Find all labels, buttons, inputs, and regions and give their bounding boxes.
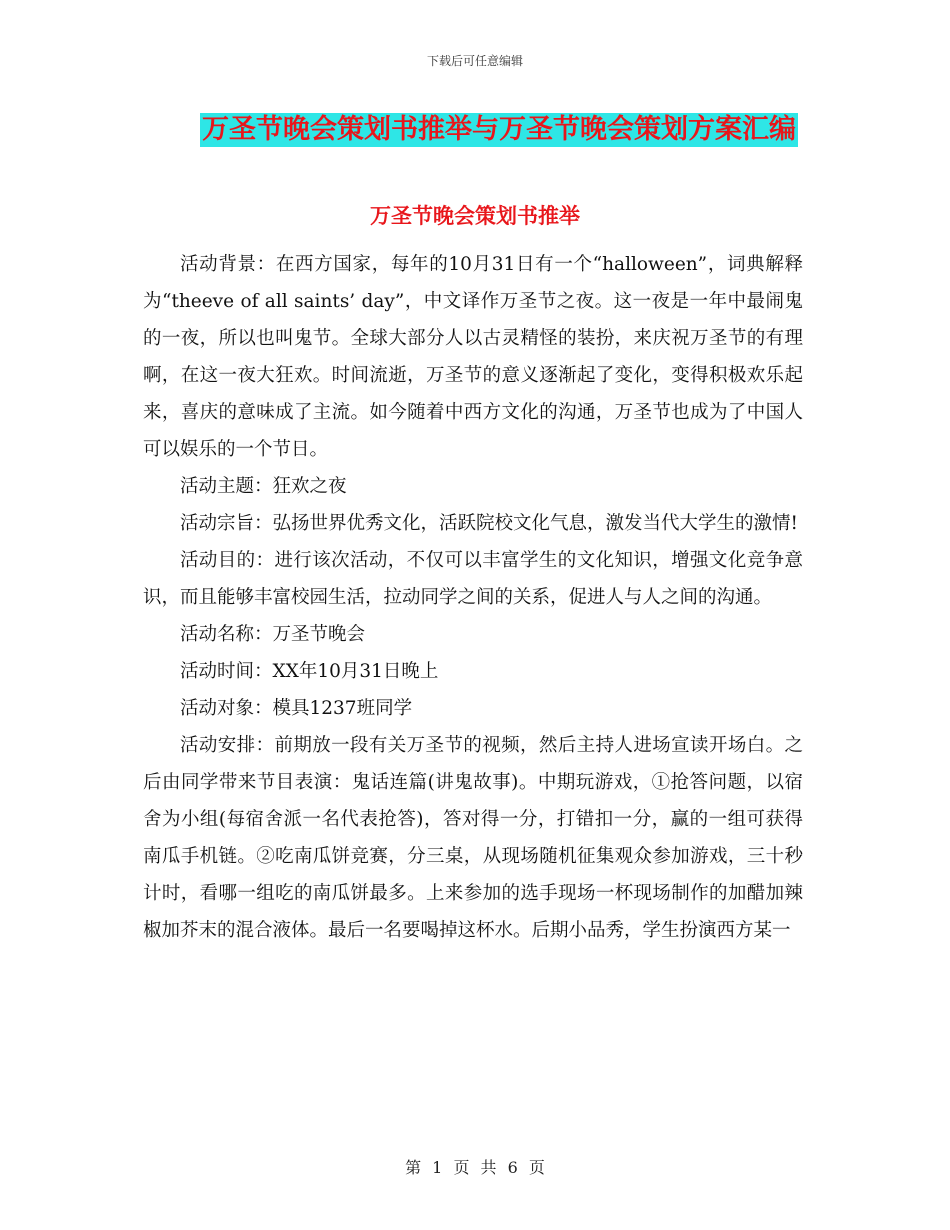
main-title: 万圣节晚会策划书推举与万圣节晚会策划方案汇编 — [202, 114, 796, 145]
paragraph-purpose: 活动宗旨：弘扬世界优秀文化，活跃院校文化气息，激发当代大学生的激情! — [180, 513, 798, 534]
header-note: 下载后可任意编辑 — [426, 54, 523, 68]
document-body — [143, 246, 803, 949]
paragraph-time: 活动时间：XX年10月31日晚上 — [180, 661, 439, 682]
page-footer: 第 1 页 共 6 页 — [405, 1158, 545, 1177]
paragraph-theme: 活动主题：狂欢之夜 — [180, 476, 347, 497]
paragraph-arrangement: 活动安排：前期放一段有关万圣节的视频，然后主持人进场宣读开场白。之后由同学带来节目表演：鬼话连篇(讲鬼故事)。中期玩游戏，①抢答问题，以宿舍为小组(每宿舍派一名代表抢答)，答对得一分，打错扣一分，赢的一组可获得南瓜手机链。②吃南瓜饼竞赛，分三桌，从现场随机征集观众参加游戏，三十秒计时，看哪一组吃的南瓜饼最多。上来参加的选手现场一杯现场制作的加醋加辣椒加芥末的混合液体。最后一名要喝掉这杯水。后期小品秀，学生扮演西方某一 — [143, 735, 803, 941]
paragraph-name: 活动名称：万圣节晚会 — [180, 624, 366, 645]
section-title: 万圣节晚会策划书推举 — [370, 203, 580, 228]
paragraph-background: 活动背景：在西方国家，每年的10月31日有一个“halloween”，词典解释为“theeve of all saints’ day”，中文译作万圣节之夜。这一夜是一年中最闹鬼的一夜，所以也叫鬼节。全球大部分人以古灵精怪的装扮，来庆祝万圣节的有理啊，在这一夜大狂欢。时间流逝，万圣节的意义逐渐起了变化，变得积极欢乐起来，喜庆的意味成了主流。如今随着中西方文化的沟通，万圣节也成为了中国人可以娱乐的一个节日。 — [143, 254, 803, 460]
paragraph-goal: 活动目的：进行该次活动，不仅可以丰富学生的文化知识，增强文化竞争意识，而且能够丰富校园生活，拉动同学之间的关系，促进人与人之间的沟通。 — [143, 550, 803, 608]
main-title-container — [0, 113, 950, 147]
paragraph-audience: 活动对象：模具1237班同学 — [180, 698, 413, 719]
